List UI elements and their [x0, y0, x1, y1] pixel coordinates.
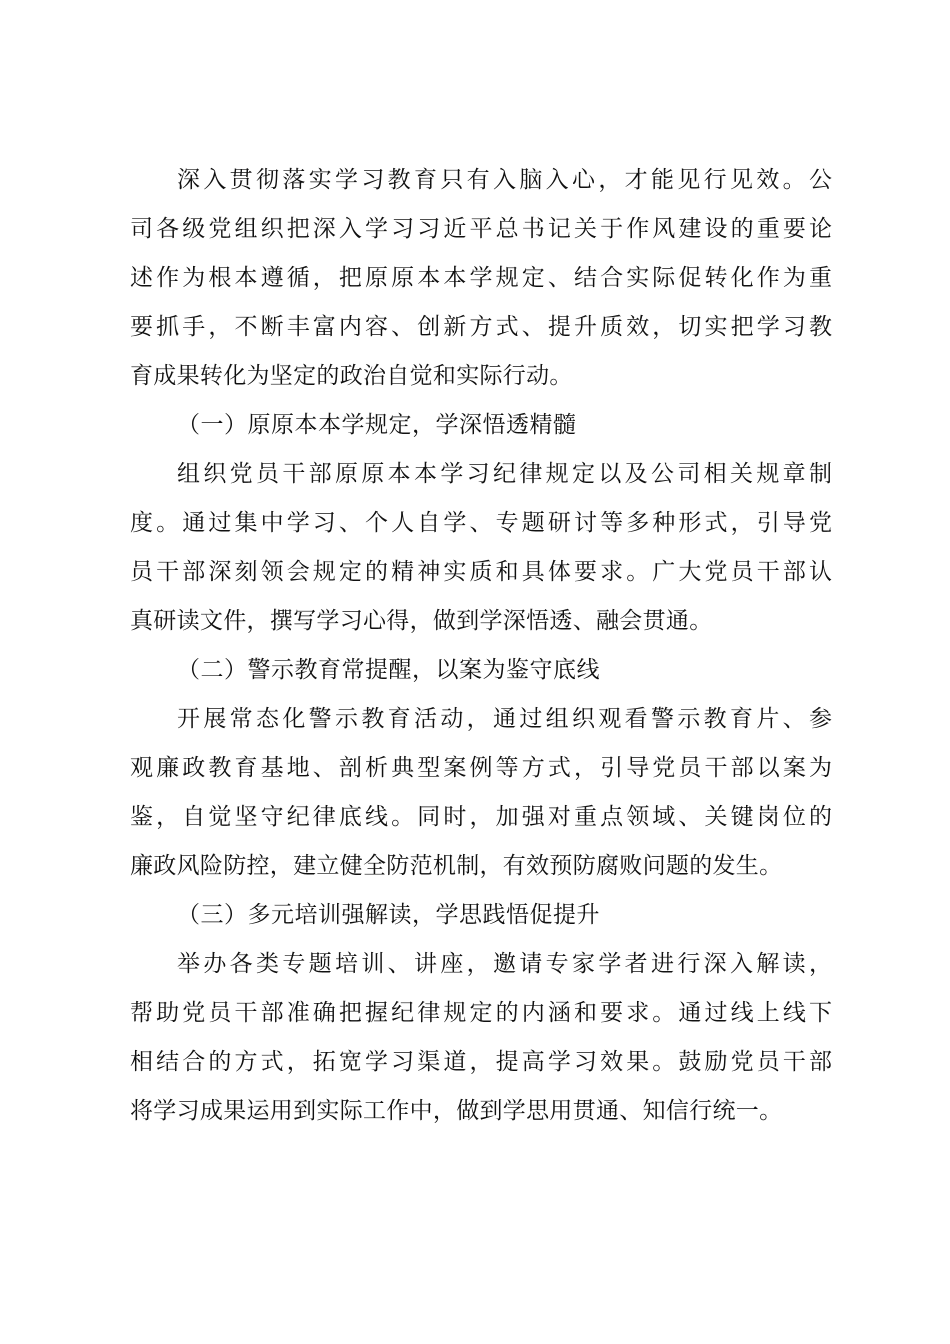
text-line: 举办各类专题培训、讲座，邀请专家学者进行深入解读，	[177, 951, 832, 977]
section-heading	[130, 646, 832, 695]
text-line: 鉴，自觉坚守纪律底线。同时，加强对重点领域、关键岗位的	[130, 804, 832, 830]
text-line: 廉政风险防控，建立健全防范机制，有效预防腐败问题的发生。	[130, 853, 783, 879]
text-line: 相结合的方式，拓宽学习渠道，提高学习效果。鼓励党员干部	[130, 1049, 832, 1075]
text-line: 要抓手，不断丰富内容、创新方式、提升质效，切实把学习教	[130, 314, 832, 340]
body-paragraph	[130, 695, 832, 891]
text-line: 开展常态化警示教育活动，通过组织观看警示教育片、参	[177, 706, 832, 732]
text-line: 将学习成果运用到实际工作中，做到学思用贯通、知信行统一。	[130, 1098, 783, 1124]
section-heading	[130, 401, 832, 450]
document-page	[130, 156, 832, 1136]
text-line: （三）多元培训强解读，学思践悟促提升	[177, 902, 600, 928]
section-heading	[130, 891, 832, 940]
body-paragraph	[130, 450, 832, 646]
text-line: 育成果转化为坚定的政治自觉和实际行动。	[130, 363, 573, 389]
text-line: 度。通过集中学习、个人自学、专题研讨等多种形式，引导党	[130, 510, 832, 536]
text-line: （一）原原本本学规定，学深悟透精髓	[177, 412, 577, 438]
text-line: 帮助党员干部准确把握纪律规定的内涵和要求。通过线上线下	[130, 1000, 832, 1026]
text-line: （二）警示教育常提醒，以案为鉴守底线	[177, 657, 600, 683]
text-line: 组织党员干部原原本本学习纪律规定以及公司相关规章制	[177, 461, 832, 487]
text-line: 员干部深刻领会规定的精神实质和具体要求。广大党员干部认	[130, 559, 832, 585]
body-paragraph	[130, 156, 832, 401]
text-line: 述作为根本遵循，把原原本本学规定、结合实际促转化作为重	[130, 265, 832, 291]
text-line: 司各级党组织把深入学习习近平总书记关于作风建设的重要论	[130, 216, 832, 242]
text-line: 真研读文件，撰写学习心得，做到学深悟透、融会贯通。	[130, 608, 713, 634]
text-line: 深入贯彻落实学习教育只有入脑入心，才能见行见效。公	[177, 167, 832, 193]
text-line: 观廉政教育基地、剖析典型案例等方式，引导党员干部以案为	[130, 755, 832, 781]
body-paragraph	[130, 940, 832, 1136]
